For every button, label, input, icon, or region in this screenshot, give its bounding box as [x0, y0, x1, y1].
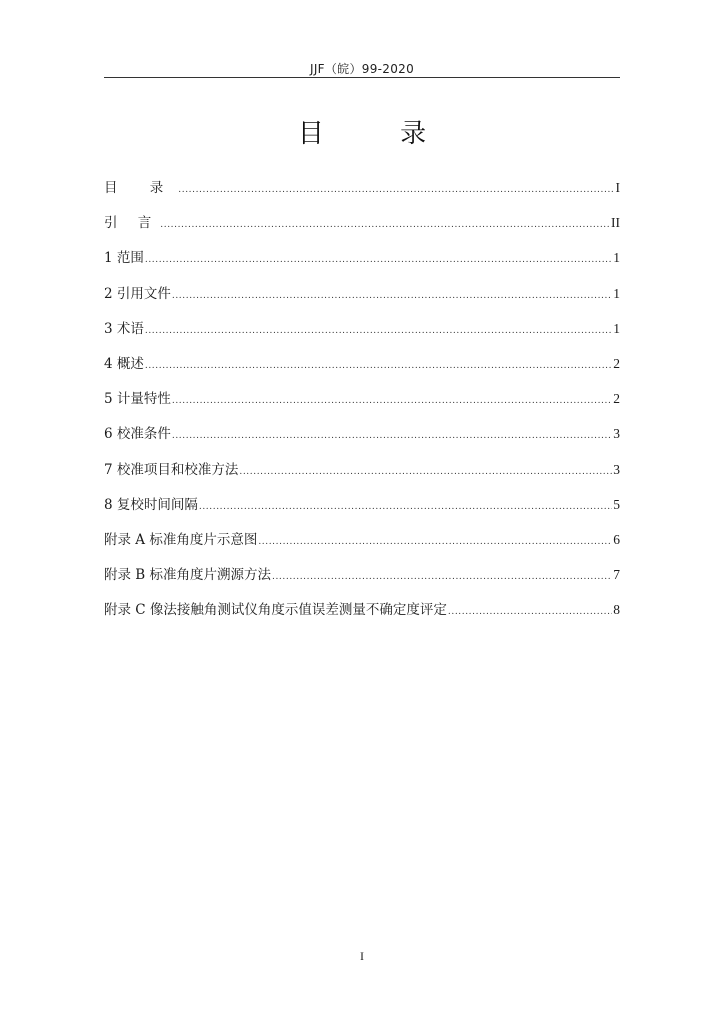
- page-number: I: [360, 949, 364, 963]
- toc-entry[interactable]: [104, 286, 620, 321]
- table-of-contents: [104, 180, 620, 637]
- toc-entry-page: 1: [613, 320, 620, 336]
- toc-entry-label: 4 概述: [104, 355, 144, 372]
- toc-entry[interactable]: [104, 462, 620, 497]
- toc-entry-page: 2: [613, 355, 620, 371]
- toc-entry[interactable]: [104, 426, 620, 461]
- toc-entry[interactable]: [104, 250, 620, 285]
- running-header: JJF（皖）99-2020: [309, 62, 415, 76]
- toc-entry[interactable]: [104, 215, 620, 250]
- toc-leader-dots: [272, 569, 612, 585]
- toc-entry-label: 附录 C 像法接触角测试仪角度示值误差测量不确定度评定: [104, 602, 447, 619]
- toc-entry-label: 1 范围: [104, 250, 144, 267]
- toc-leader-dots: [178, 182, 614, 198]
- toc-entry-page: 3: [613, 426, 620, 442]
- toc-entry[interactable]: [104, 321, 620, 356]
- toc-entry-page: 1: [613, 285, 620, 301]
- toc-entry[interactable]: [104, 180, 620, 215]
- toc-entry[interactable]: [104, 567, 620, 602]
- toc-entry-label: 2 引用文件: [104, 285, 171, 302]
- toc-leader-dots: [160, 217, 610, 233]
- toc-leader-dots: [172, 393, 612, 409]
- toc-entry-label: 5 计量特性: [104, 391, 171, 408]
- toc-leader-dots: [145, 358, 612, 374]
- toc-entry-page: 7: [613, 567, 620, 583]
- toc-entry-label: 附录 A 标准角度片示意图: [104, 531, 258, 548]
- toc-entry-page: 3: [613, 461, 620, 477]
- toc-entry-label: 6 校准条件: [104, 426, 171, 443]
- toc-leader-dots: [172, 428, 612, 444]
- toc-entry-page: 6: [613, 531, 620, 547]
- toc-leader-dots: [448, 604, 612, 620]
- toc-entry[interactable]: [104, 391, 620, 426]
- toc-leader-dots: [145, 252, 612, 268]
- toc-leader-dots: [172, 288, 612, 304]
- toc-leader-dots: [199, 499, 612, 515]
- toc-entry[interactable]: [104, 356, 620, 391]
- toc-leader-dots: [258, 534, 612, 550]
- toc-entry-page: 5: [613, 496, 620, 512]
- toc-entry-page: I: [615, 180, 620, 195]
- toc-leader-dots: [145, 323, 612, 339]
- toc-entry-label: 引 言: [104, 215, 160, 232]
- toc-entry-label: 3 术语: [104, 320, 144, 337]
- toc-entry-label: 目 录: [104, 180, 178, 196]
- toc-entry[interactable]: [104, 497, 620, 532]
- toc-entry-page: 2: [613, 391, 620, 407]
- toc-leader-dots: [239, 464, 612, 480]
- header-divider: [104, 77, 620, 78]
- toc-entry-page: 1: [613, 250, 620, 266]
- toc-entry[interactable]: [104, 602, 620, 637]
- toc-entry-label: 7 校准项目和校准方法: [104, 461, 239, 478]
- toc-entry-page: II: [611, 215, 620, 231]
- toc-entry-label: 附录 B 标准角度片溯源方法: [104, 567, 272, 584]
- toc-entry-page: 8: [613, 602, 620, 618]
- page-title: 目 录: [297, 119, 461, 149]
- toc-entry[interactable]: [104, 532, 620, 567]
- toc-entry-label: 8 复校时间间隔: [104, 496, 198, 513]
